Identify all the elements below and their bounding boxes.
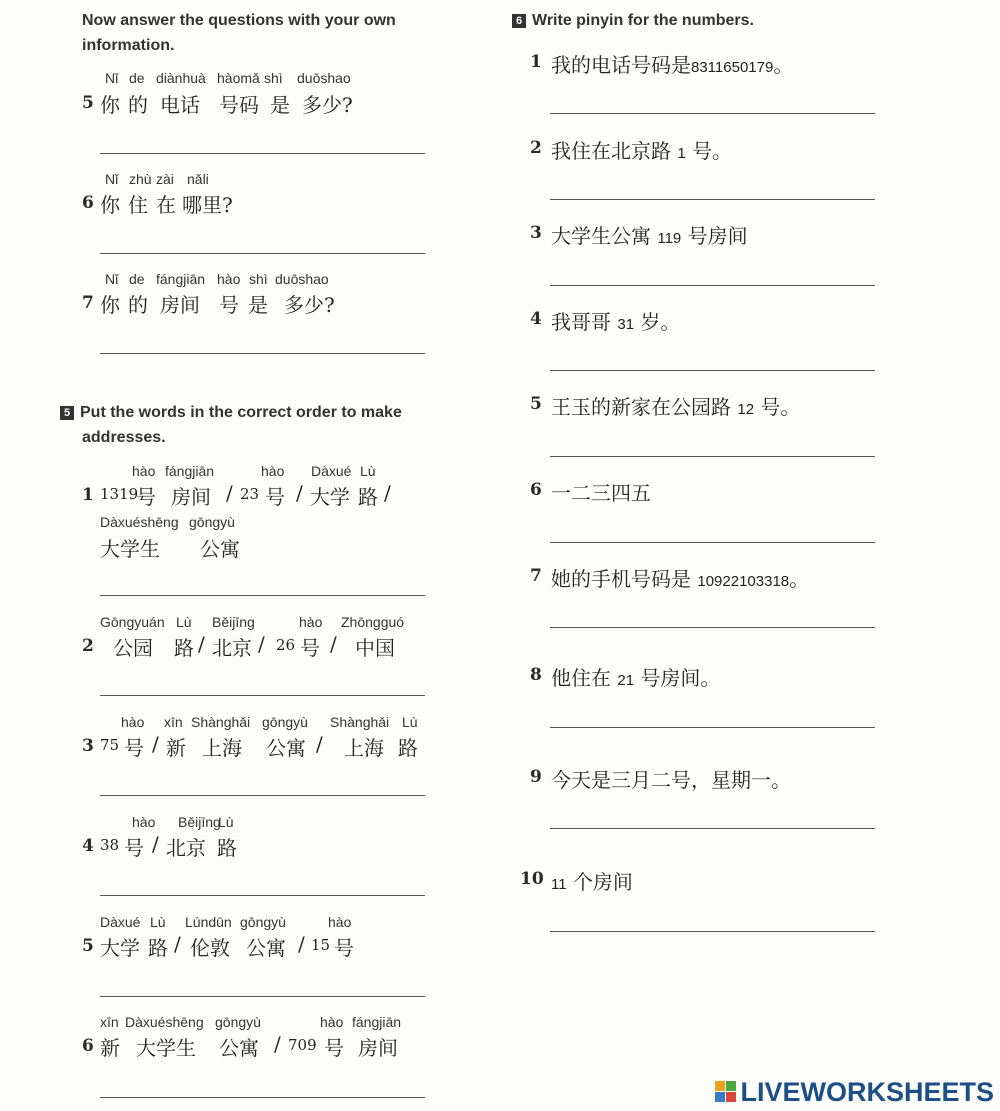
question-number: 6 xyxy=(82,1036,94,1056)
pinyin-question-9 xyxy=(480,767,1000,807)
pinyin: Shànghǎi xyxy=(330,714,390,730)
pinyin: Nǐ xyxy=(105,70,119,86)
pinyin: Běijīng xyxy=(178,814,221,830)
pinyin: hào xyxy=(328,914,352,930)
pinyin: hào xyxy=(299,614,323,630)
pinyin: hào xyxy=(217,271,241,287)
pinyin: fángjiān xyxy=(165,463,215,479)
chars: 是 xyxy=(270,93,290,117)
question-number: 5 xyxy=(82,93,94,113)
question-number: 9 xyxy=(530,767,542,787)
pinyin: Lù xyxy=(402,714,418,730)
answer-line[interactable] xyxy=(550,542,875,543)
pinyin: xīn xyxy=(100,1014,119,1030)
pinyin: nǎli xyxy=(187,171,209,187)
pinyin: hàomǎ xyxy=(217,70,260,86)
pinyin: hào xyxy=(121,714,145,730)
answer-line[interactable] xyxy=(550,113,875,114)
chars: 你 xyxy=(100,193,120,217)
pinyin: duōshao xyxy=(275,271,329,287)
token: 号 xyxy=(124,836,144,860)
pinyin: fángjiān xyxy=(352,1014,402,1030)
chars: 房间 xyxy=(160,293,200,317)
section-badge: 5 xyxy=(60,406,74,420)
question-number: 1 xyxy=(82,485,94,505)
token: 公寓 xyxy=(200,537,240,561)
token: 709 xyxy=(288,1036,317,1054)
answer-line[interactable] xyxy=(100,595,425,596)
pinyin-question-4 xyxy=(480,309,1000,349)
answer-line[interactable] xyxy=(550,456,875,457)
liveworksheets-logo[interactable] xyxy=(715,1077,994,1107)
pinyin: gōngyù xyxy=(215,1014,261,1030)
pinyin: Dàxuéshēng xyxy=(100,514,179,530)
question-number: 7 xyxy=(82,293,94,313)
section4-heading-line1: Now answer the questions with your own xyxy=(82,12,396,29)
chars: 哪里? xyxy=(182,193,233,217)
logo-text: LIVEWORKSHEETS xyxy=(740,1076,994,1107)
text-b: 1 xyxy=(677,145,686,162)
question-number: 7 xyxy=(530,566,542,586)
token: 路 xyxy=(398,736,418,760)
pinyin: Dàxué xyxy=(311,463,352,479)
pinyin: Lúndūn xyxy=(185,914,232,930)
token: 大学 xyxy=(100,936,140,960)
pinyin: Nǐ xyxy=(105,271,119,287)
section-badge: 6 xyxy=(512,14,526,28)
chars: 多少? xyxy=(302,93,353,117)
section5-heading-line1: Put the words in the correct order to make xyxy=(80,404,402,421)
pinyin-question-8 xyxy=(480,665,1000,705)
pinyin: gōngyù xyxy=(240,914,286,930)
chars: 在 xyxy=(156,193,176,217)
pinyin: hào xyxy=(320,1014,344,1030)
answer-line[interactable] xyxy=(550,828,875,829)
token: 北京 xyxy=(166,836,206,860)
pinyin: Lù xyxy=(150,914,166,930)
text-b: 21 xyxy=(617,672,635,689)
pinyin: shì xyxy=(249,271,268,287)
text-a: 我的电话号码是 xyxy=(551,53,691,77)
token: 26 xyxy=(276,636,296,654)
chars: 你 xyxy=(100,93,120,117)
pinyin: de xyxy=(129,271,145,287)
question-number: 8 xyxy=(530,665,542,685)
token: 新 xyxy=(166,736,186,760)
token: 公寓 xyxy=(246,936,286,960)
answer-line[interactable] xyxy=(550,285,875,286)
token: 伦敦 xyxy=(190,936,230,960)
text-a: 一二三四五 xyxy=(551,481,651,505)
pinyin: shì xyxy=(264,70,283,86)
question-text xyxy=(551,662,720,691)
token: 号 xyxy=(124,736,144,760)
token: / xyxy=(226,481,233,505)
pinyin: Zhōngguó xyxy=(341,614,405,630)
token: / xyxy=(198,632,205,656)
question-text xyxy=(551,477,651,506)
token: 公寓 xyxy=(266,736,306,760)
text-b: 119 xyxy=(657,230,682,247)
pinyin-question-10 xyxy=(480,869,1000,909)
token: / xyxy=(152,732,159,756)
chars: 号码 xyxy=(219,93,259,117)
text-c: 。 xyxy=(773,53,794,77)
text-c: 个房间 xyxy=(572,870,633,894)
token: 号 xyxy=(324,1036,344,1060)
section6-heading-text: Write pinyin for the numbers. xyxy=(532,12,754,29)
question-number: 5 xyxy=(530,394,542,414)
pinyin: de xyxy=(129,70,145,86)
pinyin-question-1 xyxy=(480,52,1000,92)
token: 号 xyxy=(300,636,320,660)
pinyin: hào xyxy=(132,463,156,479)
question-text xyxy=(551,306,680,335)
pinyin: Gōngyuán xyxy=(100,614,165,630)
pinyin: Nǐ xyxy=(105,171,119,187)
token: 房间 xyxy=(171,485,211,509)
question-text xyxy=(551,135,732,164)
question-number: 1 xyxy=(530,52,542,72)
text-a: 他住在 xyxy=(551,666,611,690)
text-a: 王玉的新家在公园路 xyxy=(551,395,731,419)
question-text xyxy=(551,866,633,895)
token: / xyxy=(330,632,337,656)
logo-square xyxy=(726,1081,736,1091)
token: 路 xyxy=(148,936,168,960)
pinyin: xīn xyxy=(164,714,183,730)
chars: 住 xyxy=(128,193,148,217)
question-text xyxy=(551,49,793,78)
token: / xyxy=(384,481,391,505)
token: 公园 xyxy=(113,636,153,660)
answer-line[interactable] xyxy=(100,895,425,896)
text-a: 今天是三月二号，星期一。 xyxy=(551,768,791,792)
token: 公寓 xyxy=(219,1036,259,1060)
chars: 是 xyxy=(248,293,268,317)
question-number: 3 xyxy=(82,736,94,756)
token: / xyxy=(152,832,159,856)
pinyin: zài xyxy=(156,171,174,187)
token: 房间 xyxy=(358,1036,398,1060)
question-number: 2 xyxy=(530,138,542,158)
token: 38 xyxy=(100,836,120,854)
answer-line[interactable] xyxy=(100,353,425,354)
token: 75 xyxy=(100,736,120,754)
token: 上海 xyxy=(344,736,384,760)
answer-line[interactable] xyxy=(550,931,875,932)
token: 路 xyxy=(174,636,194,660)
text-c: 号。 xyxy=(760,395,801,419)
token: 新 xyxy=(100,1036,120,1060)
pinyin: hào xyxy=(132,814,156,830)
text-b: 10922103318 xyxy=(697,573,790,590)
token: 大学 xyxy=(310,485,350,509)
answer-line[interactable] xyxy=(550,727,875,728)
question-number: 4 xyxy=(82,836,94,856)
pinyin: Lù xyxy=(176,614,192,630)
token: 15 xyxy=(311,936,331,954)
pinyin: duōshao xyxy=(297,70,351,86)
token: / xyxy=(274,1032,281,1056)
logo-square xyxy=(715,1081,725,1091)
pinyin: hào xyxy=(261,463,285,479)
token: 大学生 xyxy=(136,1036,196,1060)
token: / xyxy=(298,932,305,956)
question-text xyxy=(551,391,800,420)
chars: 的 xyxy=(128,293,148,317)
chars: 你 xyxy=(100,293,120,317)
answer-line[interactable] xyxy=(100,695,425,696)
pinyin-question-2 xyxy=(480,138,1000,178)
text-c: 号。 xyxy=(692,139,733,163)
section6-heading xyxy=(512,8,754,33)
pinyin: Dàxué xyxy=(100,914,141,930)
text-b: 31 xyxy=(617,316,635,333)
answer-line[interactable] xyxy=(550,199,875,200)
question-number: 4 xyxy=(530,309,542,329)
text-b: 8311650179 xyxy=(691,59,774,76)
answer-line[interactable] xyxy=(100,1097,425,1098)
text-a: 我住在北京路 xyxy=(551,139,671,163)
text-c: 岁。 xyxy=(640,310,681,334)
text-a: 我哥哥 xyxy=(551,310,611,334)
pinyin-question-7 xyxy=(480,566,1000,606)
question-number: 3 xyxy=(530,223,542,243)
token: 中国 xyxy=(355,636,395,660)
chars: 号 xyxy=(219,293,239,317)
pinyin: Dàxuéshēng xyxy=(125,1014,204,1030)
answer-line[interactable] xyxy=(100,795,425,796)
text-a: 她的手机号码是 xyxy=(551,567,691,591)
pinyin: Shànghǎi xyxy=(191,714,251,730)
pinyin: Běijīng xyxy=(212,614,255,630)
token: 北京 xyxy=(212,636,252,660)
pinyin: zhù xyxy=(129,171,152,187)
text-b: 12 xyxy=(737,401,755,418)
token: / xyxy=(174,932,181,956)
question-text xyxy=(551,220,748,249)
pinyin: fángjiān xyxy=(156,271,206,287)
token: / xyxy=(316,732,323,756)
token: 23 xyxy=(240,485,260,503)
logo-square xyxy=(715,1092,725,1102)
section5-heading-line2: addresses. xyxy=(82,429,166,446)
pinyin: Lù xyxy=(218,814,234,830)
text-a: 大学生公寓 xyxy=(551,224,651,248)
answer-line[interactable] xyxy=(100,253,425,254)
question-text xyxy=(551,764,791,793)
answer-line[interactable] xyxy=(100,996,425,997)
pinyin-question-3 xyxy=(480,223,1000,263)
text-c: 。 xyxy=(789,567,810,591)
answer-line[interactable] xyxy=(100,153,425,154)
pinyin-question-6 xyxy=(480,480,1000,520)
pinyin: gōngyù xyxy=(262,714,308,730)
token: 路 xyxy=(358,485,378,509)
question-number: 2 xyxy=(82,636,94,656)
section4-heading-line2: information. xyxy=(82,37,175,54)
text-c: 号房间。 xyxy=(640,666,721,690)
token: 号 xyxy=(334,936,354,960)
pinyin: Lù xyxy=(360,463,376,479)
answer-line[interactable] xyxy=(550,627,875,628)
token: 号 xyxy=(136,485,156,509)
pinyin-question-5 xyxy=(480,394,1000,434)
token: 号 xyxy=(265,485,285,509)
answer-line[interactable] xyxy=(550,370,875,371)
question-number: 5 xyxy=(82,936,94,956)
section5-heading xyxy=(60,400,402,450)
chars: 电话 xyxy=(160,93,200,117)
pinyin: diànhuà xyxy=(156,70,206,86)
question-number: 10 xyxy=(520,869,544,889)
token: 路 xyxy=(217,836,237,860)
token: 1319 xyxy=(100,485,139,503)
question-number: 6 xyxy=(82,193,94,213)
logo-mark-icon xyxy=(715,1081,737,1103)
logo-square xyxy=(726,1092,736,1102)
token: 上海 xyxy=(202,736,242,760)
chars: 多少? xyxy=(284,293,335,317)
pinyin: gōngyù xyxy=(189,514,235,530)
token: 大学生 xyxy=(100,537,160,561)
token: / xyxy=(258,632,265,656)
token: / xyxy=(296,481,303,505)
text-b: 11 xyxy=(551,876,567,893)
question-number: 6 xyxy=(530,480,542,500)
text-c: 号房间 xyxy=(687,224,748,248)
chars: 的 xyxy=(128,93,148,117)
question-text xyxy=(551,563,809,592)
section4-heading xyxy=(82,8,396,58)
